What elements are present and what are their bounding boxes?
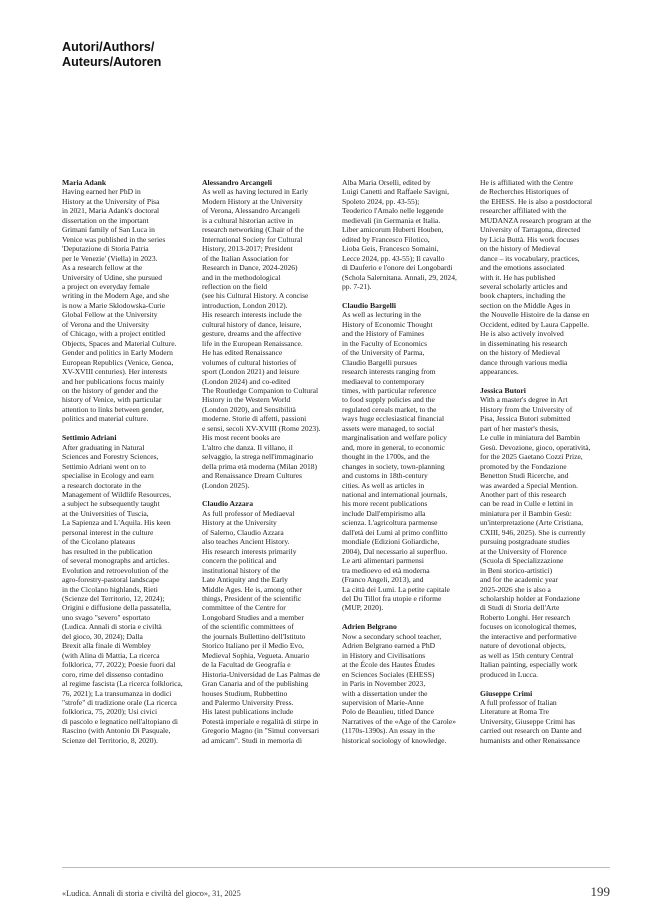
bio-text-line: with a dissertation under the — [342, 688, 428, 698]
bio-text-line: was awarded a Special Mention. — [480, 480, 578, 490]
bio-text-line: a subject he subsequently taught — [62, 499, 160, 509]
bio-text-line: Potestà imperiale e regalità di stirpe in — [202, 716, 319, 726]
bio-text-line: European Republics (Venice, Genoa, — [62, 357, 174, 367]
bio-text-line: edited by Francesco Filotico, — [342, 234, 430, 244]
bio-text-line: dance through various media — [480, 357, 568, 367]
bio-text-line: of Salerno, Claudio Azzara — [202, 527, 284, 537]
bio-text-line: in History and Civilisations — [342, 650, 426, 660]
bio-text-line: Liber amicorum Huberti Houben, — [342, 225, 444, 235]
bio-text-line: International Society for Cultural — [202, 234, 303, 244]
bio-text-line: Gregorio Magno (in "Simul conversari — [202, 726, 320, 736]
bio-text-line: houses Studium, Rubbettino — [202, 688, 288, 698]
bio-text-line: pp. 7-21). — [342, 281, 372, 291]
bio-text-line: per le Venezie' (Viella) in 2023. — [62, 253, 158, 263]
author-entry — [342, 301, 466, 613]
bio-text-line: His research interests primarily — [202, 546, 297, 556]
bio-text-line: Lecce 2024, pp. 43-55); Il cavallo — [342, 253, 445, 263]
bio-text-line: Pisa, Jessica Butori submitted — [480, 414, 571, 424]
bio-text-line: in Beni storico-artistici) — [480, 565, 553, 575]
bio-text-line: carried out research on Dante and — [480, 726, 582, 736]
bio-text-line: as well as 15th century Central — [480, 650, 574, 660]
bio-text-line: Sciences and Forestry Sciences, — [62, 452, 159, 462]
bio-text-line: Le arti alimentari parmensi — [342, 556, 424, 566]
bio-text-line: pursuing postgraduate studies — [480, 537, 570, 547]
bio-text-line: un'interpretazione (Arte Cristiana, — [480, 518, 583, 528]
author-entry — [62, 433, 186, 745]
footer-divider — [62, 867, 610, 868]
bio-text-line: appearances. — [480, 367, 519, 377]
bio-text-line: coro, rime del dissenso contadino — [62, 669, 164, 679]
bio-text-line: dissertation on the important — [62, 215, 149, 225]
bio-text-line: Alba Maria Orselli, edited by — [342, 178, 431, 187]
bio-text-line: University of Udine, she pursued — [62, 272, 162, 282]
bio-text-line: mediaeval to contemporary — [342, 376, 425, 386]
bio-text-line: Another part of this research — [480, 490, 567, 499]
bio-text-line: ad amicam". Studi in memoria di — [202, 735, 302, 745]
author-name: Alessandro Arcangeli — [202, 178, 272, 187]
bio-text-line: History in the Western World — [202, 395, 291, 405]
bio-text-line: times, with particular reference — [342, 386, 437, 396]
bio-text-line: Roberto Longhi. Her research — [480, 612, 571, 622]
bio-text-line: della prima età moderna (Milan 2018) — [202, 461, 318, 471]
bio-text-line: researcher affiliated with the — [480, 206, 567, 216]
bio-text-line: di pascolo e legnatico nell'altopiano di — [62, 716, 178, 726]
bio-text-line: The Routledge Companion to Cultural — [202, 385, 319, 395]
author-entry — [202, 499, 326, 745]
bio-text-line: Grimani family of San Luca in — [62, 225, 155, 235]
bio-text-line: Longobard Studies and a member — [202, 612, 304, 622]
bio-text-line: by Licia Buttà. His work focuses — [480, 234, 580, 244]
bio-text-line: Claudio Bargelli pursues — [342, 357, 417, 367]
bio-text-line: reflection on the field — [202, 281, 268, 291]
bio-text-line: cities. As well as articles in — [342, 480, 425, 490]
bio-text-line: La Sapienza and L'Aquila. His keen — [62, 518, 171, 528]
bio-text-line: (Schola Salernitana. Annali, 29, 2024, — [342, 272, 457, 282]
bio-text-line: on the history of gender and the — [62, 385, 158, 395]
bio-text-line: has resulted in the publication — [62, 546, 153, 556]
bio-text-line: (see his Cultural History. A concise — [202, 291, 309, 301]
bio-text-line: (Scienze del Territorio, 12, 2024); — [62, 593, 165, 603]
bio-text-line: (MUP, 2020). — [342, 603, 384, 613]
bio-text-line: University of Tarragona, directed — [480, 225, 581, 235]
bio-text-line: produced in Lucca. — [480, 669, 539, 679]
bio-text-line: His most recent books are — [202, 433, 281, 443]
bio-text-line: is now a Marie Skłodowska-Curie — [62, 300, 166, 310]
bio-text-line: Luigi Canetti and Raffaele Savigni, — [342, 187, 449, 197]
bio-text-line: e sensi, secoli XV-XVIII (Rome 2023). — [202, 423, 321, 433]
bio-text-line: in the Cicolano highlands, Rieti — [62, 584, 158, 594]
bio-text-line: introduction, London 2012). — [202, 300, 288, 310]
bio-text-line: CXIII, 946, 2025). She is currently — [480, 527, 586, 537]
bio-text-line: selvaggio, la strega nell'immaginario — [202, 452, 314, 462]
bio-text-line: at the École des Hautes Études — [342, 660, 435, 670]
bio-text-line: of the scientific committees of — [202, 622, 294, 632]
bio-text-line: sport (London 2021) and leisure — [202, 367, 300, 377]
bio-text-line: regulated cereals market, to the — [342, 404, 437, 414]
bio-text-line: focuses on iconological themes, — [480, 622, 577, 632]
bio-text-line: di Dauferio e l'onore dei Longobardi — [342, 263, 453, 273]
bio-text-line: for the 2025 Gaetano Cozzi Prize, — [480, 452, 583, 462]
bio-text-line: (Franco Angeli, 2013), and — [342, 575, 424, 585]
bio-text-line: politics and material culture. — [62, 414, 149, 424]
bio-text-line: Middle Ages. He is, among other — [202, 584, 302, 594]
bio-text-line: his more recent publications — [342, 499, 428, 509]
bio-text-line: agro-forestry-pastoral landscape — [62, 575, 160, 585]
bio-text-line: folklorica, 75, 2020); Usi civici — [62, 707, 158, 717]
bio-text-line: medievali (in Germania et Italia. — [342, 215, 441, 225]
bio-text-line: scholarship holder at Fondazione — [480, 593, 580, 603]
bio-text-line: As full professor of Mediaeval — [202, 508, 295, 518]
bio-text-line: the Nouvelle Histoire de la danse en — [480, 310, 590, 320]
bio-text-line: La città dei Lumi. La petite capitale — [342, 584, 450, 594]
bio-text-line: volumes of cultural histories of — [202, 357, 297, 367]
bio-text-line: (London 2025). — [202, 480, 250, 490]
bio-text-line: (Ludica. Annali di storia e civiltà — [62, 622, 162, 632]
section-heading-line: Auteurs/Autoren — [62, 54, 162, 69]
bio-text-line: Adrien Belgrano earned a PhD — [342, 641, 436, 651]
bio-text-line: the EHESS. He is also a postdoctoral — [480, 196, 593, 206]
bio-text-line: With a master's degree in Art — [480, 395, 568, 405]
bio-text-line: His latest publications include — [202, 707, 294, 717]
bio-text-line: life in the European Renaissance. — [202, 338, 303, 348]
bio-text-line: and, more in general, to economic — [342, 442, 445, 452]
bio-text-line: en Sciences Sociales (EHESS) — [342, 669, 435, 679]
bio-text-line: dall'età dei Lumi al primo conflitto — [342, 527, 448, 537]
bio-text-line: de la Facultad de Geografía e — [202, 660, 291, 670]
bio-text-line: Benetton Studi Ricerche, and — [480, 471, 569, 481]
bio-text-line: part of her master's thesis, — [480, 423, 559, 433]
bio-text-line: the journals Bullettino dell'Istituto — [202, 631, 306, 641]
bio-text-line: and Renaissance Dream Cultures — [202, 471, 302, 481]
author-entry — [480, 386, 604, 679]
column-3 — [342, 178, 466, 755]
bio-text-line: section on the Middle Ages in — [480, 300, 571, 310]
bio-text-line: writing in the Modern Age, and she — [62, 291, 170, 301]
bio-text-line: specialise in Ecology and earn — [62, 471, 154, 481]
bio-text-line: Modern History at the University — [202, 196, 303, 206]
bio-text-line: Scienze del Territorio, 8, 2020). — [62, 735, 158, 745]
bio-text-line: at the University of Florence — [480, 546, 567, 556]
bio-text-line: dance – its vocabulary, practices, — [480, 253, 580, 263]
author-name: Jessica Butori — [480, 386, 526, 396]
bio-text-line: of several monographs and articles. — [62, 556, 170, 566]
bio-text-line: (London 2024) and co-edited — [202, 376, 291, 386]
bio-text-line: ways huge ecclesiastical financial — [342, 414, 445, 424]
bio-text-line: miniatura per il Bambin Gesù: — [480, 508, 572, 518]
bio-text-line: in the Faculty of Economics — [342, 338, 428, 348]
bio-text-line: mondiale (Edizioni Goliardiche, — [342, 537, 440, 547]
bio-text-line: Literature at Roma Tre — [480, 707, 549, 717]
column-1 — [62, 178, 186, 755]
bio-text-line: folklorica, 77, 2022); Poesie fuori dal — [62, 660, 176, 670]
bio-text-line: of the Cicolano plateaus — [62, 537, 136, 547]
footer-journal-citation: «Ludica. Annali di storia e civiltà del gioco», 31, 2025 — [62, 889, 241, 898]
bio-text-line: uno svago "severo" esportato — [62, 612, 151, 622]
column-2 — [202, 178, 326, 755]
bio-text-line: "strofe" di tradizione orale (La ricerca — [62, 697, 177, 707]
bio-text-line: the interactive and performative — [480, 631, 577, 641]
bio-text-line: on the history of Medieval — [480, 348, 561, 358]
bio-text-line: Gran Canaria and of the publishing — [202, 679, 309, 689]
bio-text-line: in Paris in November 2023, — [342, 679, 426, 689]
author-entry — [62, 178, 186, 424]
bio-text-line: and her publications focus mainly — [62, 376, 165, 386]
column-4 — [480, 178, 604, 755]
bio-text-line: book chapters, including the — [480, 291, 566, 301]
author-entry — [202, 178, 326, 490]
author-name: Claudio Bargelli — [342, 300, 397, 310]
bio-text-line: assets were managed, to social — [342, 423, 435, 433]
bio-text-line: Narratives of the «Age of the Carole» — [342, 716, 456, 726]
bio-text-line: XV-XVIII centuries). Her interests — [62, 367, 167, 377]
bio-text-line: del gioco, 30, 2024); Dalla — [62, 631, 143, 641]
bio-text-line: Having earned her PhD in — [62, 187, 141, 197]
bio-text-line: A full professor of Italian — [480, 698, 557, 708]
bio-text-line: 2025-2026 she is also a — [480, 584, 551, 594]
bio-text-line: of the Italian Association for — [202, 253, 289, 263]
bio-text-line: humanists and other Renaissance — [480, 735, 580, 745]
bio-text-line: Spoleto 2024, pp. 43-55); — [342, 196, 420, 206]
bio-text-line: national and international journals, — [342, 490, 448, 499]
author-name: Maria Adank — [62, 178, 107, 187]
bio-text-line: with it. He has published — [480, 272, 556, 282]
bio-text-line: Occident, edited by Laura Cappelle. — [480, 319, 589, 329]
author-name: Giuseppe Crimi — [480, 688, 533, 698]
bio-text-line: institutional history of the — [202, 565, 281, 575]
bio-text-line: 2004), Dal necessario al superfluo. — [342, 546, 448, 556]
bio-text-line: changes in society, town-planning — [342, 461, 445, 471]
bio-text-line: History from the University of — [480, 404, 573, 414]
bio-text-line: promoted by the Fondazione — [480, 461, 567, 471]
bio-text-line: 'Deputazione di Storia Patria — [62, 244, 149, 254]
bio-text-line: Polo de Beaulieu, titled Dance — [342, 707, 435, 717]
bio-text-line: tra medioevo ed età moderna — [342, 565, 430, 575]
bio-text-line: al regime fascista (La ricerca folklorica, — [62, 679, 183, 689]
section-heading — [62, 40, 362, 69]
author-entry — [342, 178, 466, 291]
bio-text-line: del Du Tillot fra utopie e riforme — [342, 593, 442, 603]
page-number: 199 — [590, 884, 610, 899]
bio-text-line: Research in Dance, 2024-2026) — [202, 263, 298, 273]
bio-text-line: Brexit alla finale di Wembley — [62, 641, 151, 651]
bio-text-line: personal interest in the culture — [62, 527, 154, 537]
author-entry — [342, 622, 466, 745]
bio-text-line: thought in the 1700s, and the — [342, 452, 430, 462]
bio-text-line: 76, 2021); La transumanza in dodici — [62, 688, 172, 698]
bio-text-line: things, President of the scientific — [202, 593, 302, 603]
bio-text-line: Historia-Universidad de Las Palmas de — [202, 669, 321, 679]
bio-text-line: gesture, dreams and the affective — [202, 329, 302, 339]
author-name: Claudio Azzara — [202, 499, 254, 509]
author-entry — [480, 689, 604, 746]
bio-text-line: As a research fellow at the — [62, 263, 143, 273]
bio-text-line: Objects, Spaces and Material Culture. — [62, 338, 177, 348]
bio-text-line: historical sociology of knowledge. — [342, 735, 447, 745]
bio-text-line: As well as lecturing in the — [342, 310, 422, 320]
bio-text-line: and in the methodological — [202, 272, 281, 282]
author-bios-columns — [62, 178, 602, 848]
bio-text-line: Lioba Geis, Francesco Somaini, — [342, 244, 439, 254]
bio-text-line: He is affiliated with the Centre — [480, 178, 574, 187]
bio-text-line: de Recherches Historiques of — [480, 187, 569, 197]
bio-text-line: and for the academic year — [480, 575, 558, 585]
bio-text-line: a project on everyday female — [62, 281, 150, 291]
bio-text-line: research networking (Chair of the — [202, 225, 304, 235]
bio-text-line: committee of the Centre for — [202, 603, 286, 613]
bio-text-line: and customs in 18th-century — [342, 471, 428, 481]
bio-text-line: marginalisation and welfare policy — [342, 433, 447, 443]
bio-text-line: include Dall'empirismo alla — [342, 508, 426, 518]
bio-text-line: Settimio Adriani went on to — [62, 461, 146, 471]
bio-text-line: to food supply policies and the — [342, 395, 435, 405]
bio-text-line: Now a secondary school teacher, — [342, 631, 442, 641]
bio-text-line: (London 2020), and Sensibilità — [202, 404, 296, 414]
bio-text-line: Global Fellow at the University — [62, 310, 158, 320]
bio-text-line: (with Alina di Mattia, La ricerca — [62, 650, 160, 660]
bio-text-line: can be read in Culle e lettini in — [480, 499, 573, 509]
bio-text-line: History of Economic Thought — [342, 319, 433, 329]
bio-text-line: moderne. Storie di affetti, passioni — [202, 414, 307, 424]
bio-text-line: Gender and politics in Early Modern — [62, 348, 173, 358]
bio-text-line: Late Antiquity and the Early — [202, 575, 288, 585]
bio-text-line: Evolution and retroevolution of the — [62, 565, 169, 575]
bio-text-line: He has edited Renaissance — [202, 348, 283, 358]
bio-text-line: His research interests include the — [202, 310, 302, 320]
bio-text-line: at the Universities of Tuscia, — [62, 508, 149, 518]
bio-text-line: Origini e diffusione della passatella, — [62, 603, 172, 613]
bio-text-line: attention to links between gender, — [62, 404, 164, 414]
bio-text-line: Medieval Sophia, Vegueta. Anuario — [202, 650, 310, 660]
bio-text-line: scienza. L'agricoltura parmense — [342, 518, 438, 528]
bio-text-line: He is also actively involved — [480, 329, 564, 339]
bio-text-line: cultural history of dance, leisure, — [202, 319, 302, 329]
bio-text-line: a research doctorate in the — [62, 480, 142, 490]
bio-text-line: di Studi di Storia dell'Arte — [480, 603, 560, 613]
bio-text-line: concern the political and — [202, 556, 277, 566]
bio-text-line: Teoderico l'Amalo nelle leggende — [342, 206, 444, 216]
bio-text-line: supervision of Marie-Anne — [342, 698, 424, 708]
bio-text-line: History, 2013-2017; President — [202, 244, 293, 254]
bio-text-line: and Palermo University Press. — [202, 697, 294, 707]
bio-text-line: also teaches Ancient History. — [202, 537, 290, 547]
author-name: Adrien Belgrano — [342, 622, 397, 632]
bio-text-line: on the history of Medieval — [480, 244, 561, 254]
bio-text-line: After graduating in Natural — [62, 442, 145, 452]
bio-text-line: Storico Italiano per il Medio Evo, — [202, 641, 304, 651]
bio-text-line: Rascino (with Antonio Di Pasquale, — [62, 726, 171, 736]
bio-text-line: MUDANZA research program at the — [480, 215, 592, 225]
bio-text-line: nature of devotional objects, — [480, 641, 566, 651]
bio-text-line: Le culle in miniatura del Bambin — [480, 433, 580, 443]
author-entry — [480, 178, 604, 377]
bio-text-line: Italian painting, especially work — [480, 660, 578, 670]
bio-text-line: University, Giuseppe Crimi has — [480, 716, 576, 726]
bio-text-line: in disseminating his research — [480, 338, 568, 348]
bio-text-line: History at the University — [202, 518, 277, 528]
bio-text-line: Management of Wildlife Resources, — [62, 490, 171, 499]
bio-text-line: of the University of Parma, — [342, 348, 425, 358]
bio-text-line: in 2021, Maria Adank's doctoral — [62, 206, 160, 216]
bio-text-line: L'altro che danza. Il villano, il — [202, 442, 293, 452]
bio-text-line: of Verona and the University — [62, 319, 150, 329]
bio-text-line: History at the University of Pisa — [62, 196, 160, 206]
section-heading-line: Autori/Authors/ — [62, 40, 155, 54]
bio-text-line: research interests ranging from — [342, 367, 436, 377]
bio-text-line: of Chicago, with a project entitled — [62, 329, 166, 339]
bio-text-line: (1170s-1390s). An essay in the — [342, 726, 435, 736]
bio-text-line: (Scuola di Specializzazione — [480, 556, 564, 566]
author-name: Settimio Adriani — [62, 433, 117, 443]
bio-text-line: is a cultural historian active in — [202, 215, 294, 225]
bio-text-line: and the emotions associated — [480, 263, 565, 273]
bio-text-line: Gesù. Devozione, gioco, operatività, — [480, 442, 591, 452]
bio-text-line: As well as having lectured in Early — [202, 187, 309, 197]
bio-text-line: and the History of Famines — [342, 329, 425, 339]
bio-text-line: of Verona, Alessandro Arcangeli — [202, 206, 300, 216]
bio-text-line: Venice was published in the series — [62, 234, 166, 244]
bio-text-line: history of Venice, with particular — [62, 395, 162, 405]
bio-text-line: several scholarly articles and — [480, 281, 568, 291]
